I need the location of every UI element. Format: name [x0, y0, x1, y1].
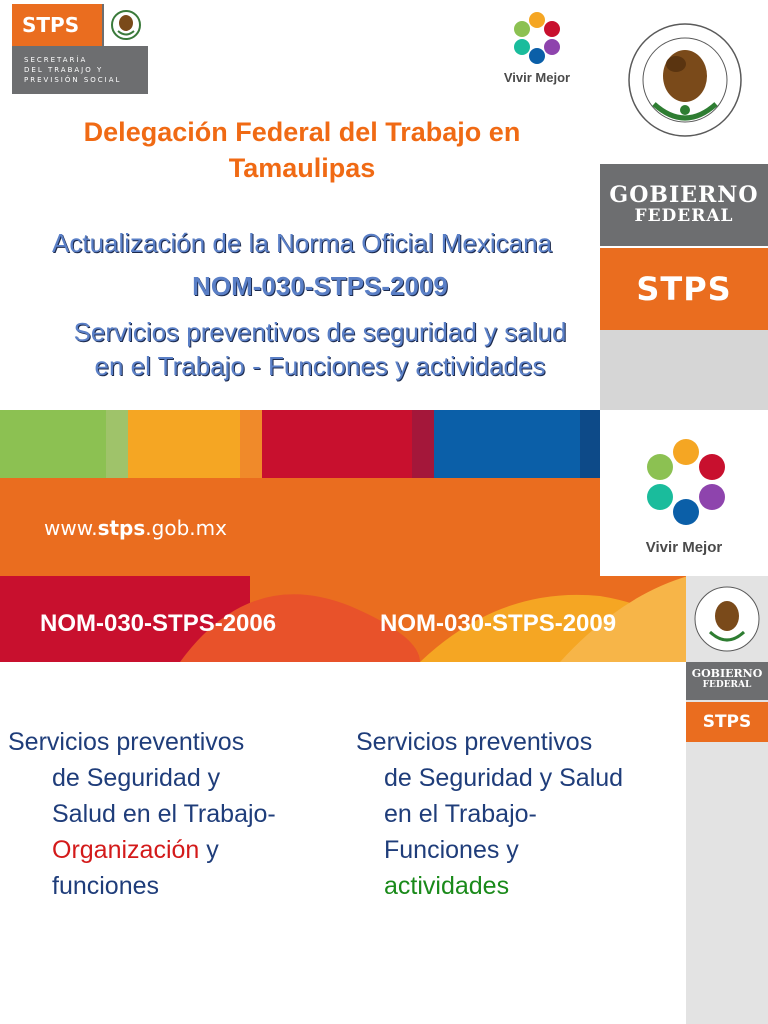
- stripe-dark-blue: [580, 410, 602, 478]
- column-2006-line-4-rest: y: [199, 836, 219, 864]
- column-2006: [8, 724, 338, 904]
- page-title: [0, 114, 604, 186]
- stps-logo-line: PREVISIÓN SOCIAL: [24, 76, 122, 84]
- subtitle-norma: Actualización de la Norma Oficial Mexicana: [52, 228, 552, 258]
- header-nom-2006: NOM-030-STPS-2006: [40, 610, 277, 637]
- slide-2: [0, 576, 768, 1024]
- gobierno-line-1: GOBIERNO: [609, 182, 759, 208]
- mexico-eagle-icon: [104, 4, 148, 46]
- gobierno-federal-box: [600, 164, 768, 246]
- column-2006-line-2: de Seguridad y: [52, 764, 221, 792]
- gobierno-small-line-2: FEDERAL: [702, 680, 752, 690]
- stps-logo-line: SECRETARÍA: [24, 56, 88, 64]
- column-2009-line-3: en el Trabajo-: [384, 800, 537, 828]
- vivir-mejor-label-large: Vivir Mejor: [645, 539, 723, 556]
- column-2006-line-5: funciones: [52, 872, 160, 900]
- column-2009-line-1: Servicios preventivos: [356, 728, 593, 756]
- stps-logo-text: [24, 55, 144, 85]
- stripe-blue: [434, 410, 580, 478]
- stripe-green: [0, 410, 106, 478]
- header-nom-2009: NOM-030-STPS-2009: [380, 610, 617, 637]
- vivir-mejor-logo-icon: [474, 2, 600, 108]
- color-band: [0, 410, 602, 576]
- column-2006-line-3: Salud en el Trabajo-: [52, 800, 276, 828]
- website-url[interactable]: [44, 516, 227, 540]
- subtitle-nom-code: NOM-030-STPS-2009: [192, 271, 448, 301]
- subtitle-servicios-line-1: Servicios preventivos de seguridad y salud: [73, 317, 567, 347]
- subtitle-servicios-line-2: en el Trabajo - Funciones y actividades: [94, 351, 546, 381]
- gobierno-small-line-1: GOBIERNO: [691, 667, 763, 680]
- title-line-1: Delegación Federal del Trabajo en: [83, 117, 521, 147]
- highlight-organizacion: Organización: [52, 836, 200, 864]
- gobierno-line-2: FEDERAL: [634, 206, 734, 226]
- stps-small-box: STPS: [686, 702, 768, 742]
- column-2009: [356, 724, 686, 904]
- url-bold: stps: [97, 516, 146, 540]
- sidebar-grey: [600, 330, 768, 410]
- vivir-mejor-label: Vivir Mejor: [503, 70, 571, 85]
- column-2006-line-1: Servicios preventivos: [8, 728, 245, 756]
- stripe-dark-red: [412, 410, 434, 478]
- vivir-mejor-logo-large-icon: [624, 428, 748, 540]
- stripe-orange: [240, 410, 262, 478]
- stps-logo-brand: STPS: [12, 4, 102, 46]
- stripe-yellow: [128, 410, 240, 478]
- stps-logo-line: DEL TRABAJO Y: [24, 66, 104, 74]
- column-2009-line-2: de Seguridad y Salud: [384, 764, 624, 792]
- title-line-2: Tamaulipas: [228, 153, 376, 183]
- mexico-seal-icon: [624, 14, 746, 146]
- highlight-actividades: actividades: [384, 872, 510, 900]
- column-2006-line-4: [8, 832, 338, 868]
- gobierno-federal-small-box: [686, 662, 768, 700]
- url-suffix: .gob.mx: [145, 516, 227, 540]
- column-2009-line-4: Funciones y: [384, 836, 519, 864]
- mexico-seal-small-icon: [692, 580, 762, 658]
- stps-box: STPS: [600, 248, 768, 330]
- subtitle-servicios: [0, 315, 640, 383]
- stripe-red: [262, 410, 412, 478]
- url-prefix: www.: [44, 516, 98, 540]
- stripe-green-light: [106, 410, 128, 478]
